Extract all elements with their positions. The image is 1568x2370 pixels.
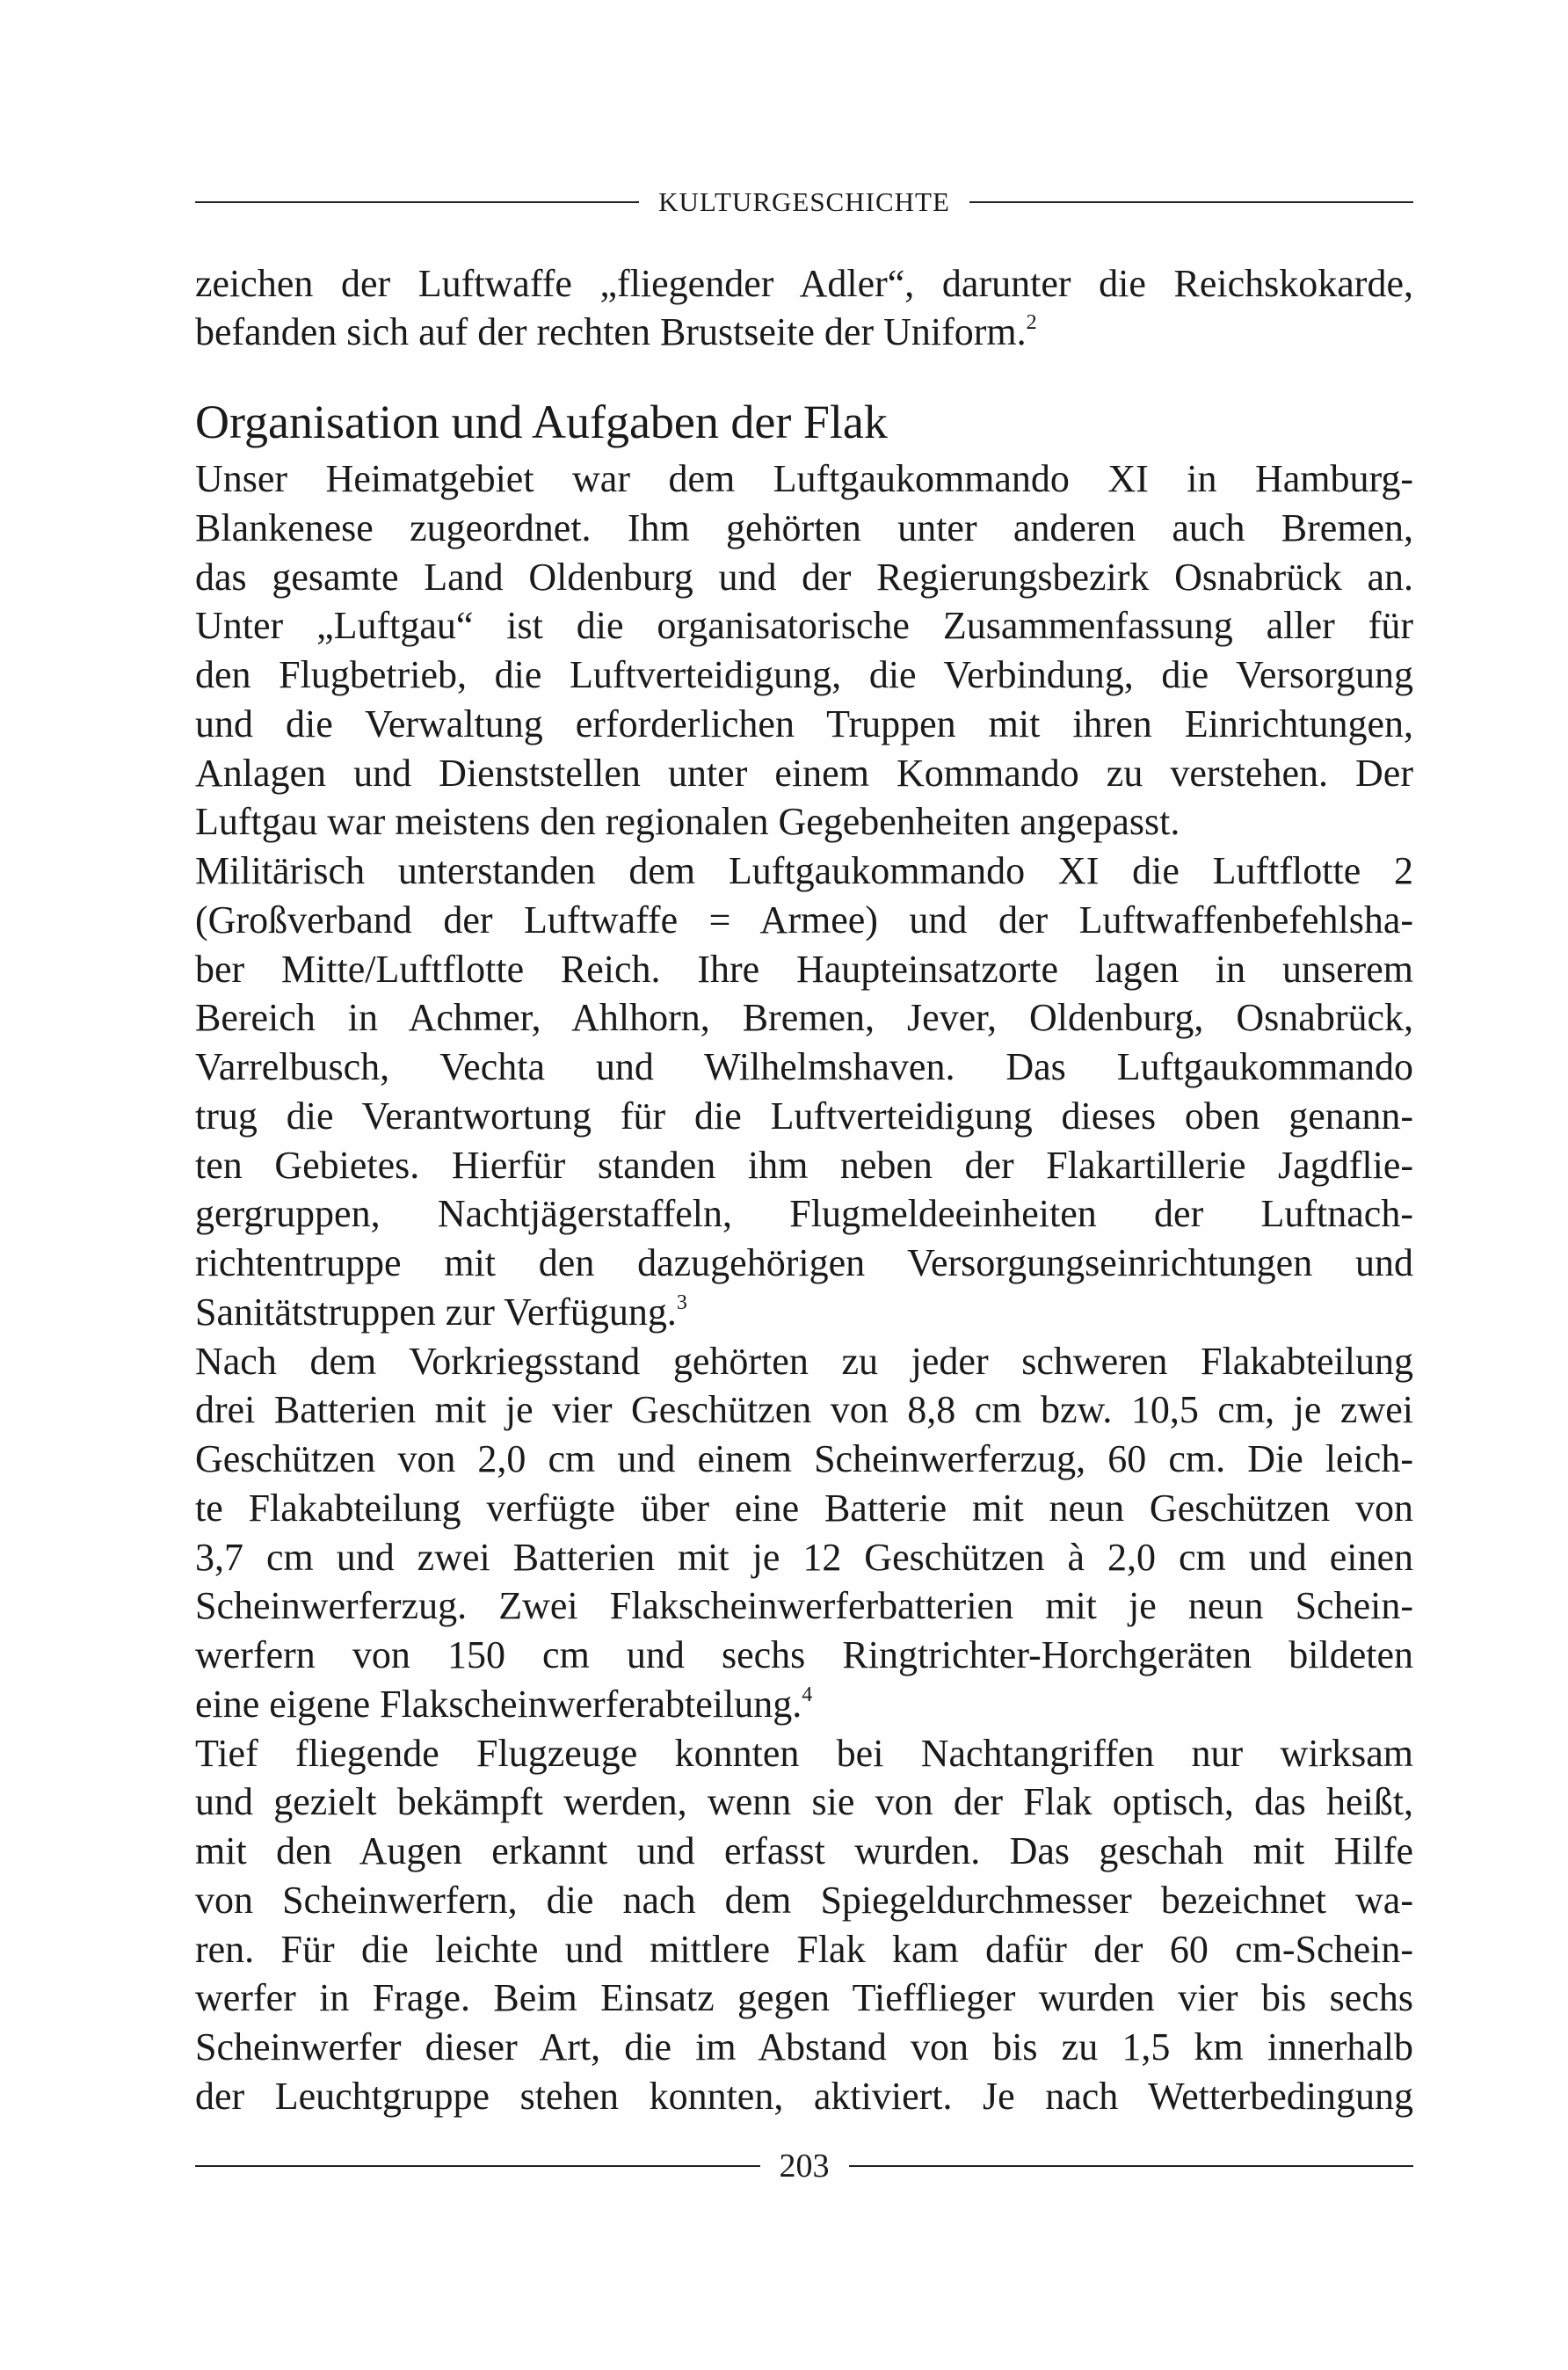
line-text: zeichen der Luftwaffe „fliegender Adler“, darunter die Reichskokarde, — [195, 262, 1413, 305]
line-text: Blankenese zugeordnet. Ihm gehörten unter anderen auch Bremen, — [195, 505, 1413, 549]
text-line — [195, 1533, 1413, 1582]
paragraph — [195, 1729, 1413, 2121]
text-line — [195, 896, 1413, 945]
text-line — [195, 1043, 1413, 1092]
paragraph — [195, 847, 1413, 1337]
body-text — [195, 454, 1413, 2121]
text-line — [195, 1631, 1413, 1680]
paragraph — [195, 1337, 1413, 1729]
page-number: 203 — [779, 2148, 830, 2185]
text-line — [195, 1778, 1413, 1827]
line-text: richtentruppe mit den dazugehörigen Versorgungseinrichtungen und — [195, 1241, 1413, 1284]
line-text: Unser Heimatgebiet war dem Luftgaukommando XI in Hamburg- — [195, 457, 1413, 500]
line-text: eine eigene Flakscheinwerferabteilung. — [195, 1682, 802, 1726]
header-rule-right — [969, 201, 1413, 203]
line-text: Militärisch unterstanden dem Luftgaukommando XI die Luftflotte 2 — [195, 849, 1413, 892]
line-text: ren. Für die leichte und mittlere Flak kam dafür der 60 cm-Schein- — [195, 1927, 1413, 1971]
line-text: und gezielt bekämpft werden, wenn sie von der Flak optisch, das heißt, — [195, 1780, 1413, 1824]
text-line — [195, 1141, 1413, 1190]
text-line — [195, 601, 1413, 651]
text-line — [195, 1729, 1413, 1778]
footer-rule-right — [849, 2165, 1414, 2167]
text-line — [195, 1581, 1413, 1631]
line-text: drei Batterien mit je vier Geschützen von 8,8 cm bzw. 10,5 cm, je zwei — [195, 1388, 1413, 1432]
line-text: Bereich in Achmer, Ahlhorn, Bremen, Jever, Oldenburg, Osnabrück, — [195, 996, 1413, 1040]
line-text: mit den Augen erkannt und erfasst wurden. Das geschah mit Hilfe — [195, 1829, 1413, 1872]
line-text: (Großverband der Luftwaffe = Armee) und der Luftwaffenbefehlsha- — [195, 898, 1413, 941]
running-footer — [195, 2147, 1413, 2185]
line-text: werfer in Frage. Beim Einsatz gegen Tiefflieger wurden vier bis sechs — [195, 1976, 1413, 2020]
text-line — [195, 1092, 1413, 1141]
text-line — [195, 1435, 1413, 1484]
line-text: ber Mitte/Luftflotte Reich. Ihre Haupteinsatzorte lagen in unserem — [195, 947, 1413, 991]
text-line — [195, 1827, 1413, 1876]
line-text: Scheinwerferzug. Zwei Flakscheinwerferbatterien mit je neun Schein- — [195, 1584, 1413, 1628]
text-line — [195, 308, 1413, 356]
text-line — [195, 1337, 1413, 1386]
line-text: ten Gebietes. Hierfür standen ihm neben der Flakartillerie Jagdflie- — [195, 1143, 1413, 1187]
line-text: Tief fliegende Flugzeuge konnten bei Nachtangriffen nur wirksam — [195, 1731, 1413, 1775]
text-line — [195, 1385, 1413, 1435]
running-header — [195, 186, 1413, 218]
text-line — [195, 1239, 1413, 1288]
text-line — [195, 454, 1413, 504]
footnote-marker: 2 — [1026, 311, 1037, 334]
text-line — [195, 797, 1413, 847]
text-line — [195, 1974, 1413, 2023]
text-line — [195, 1189, 1413, 1239]
line-text: und die Verwaltung erforderlichen Truppen mit ihren Einrichtungen, — [195, 702, 1413, 745]
line-text: Nach dem Vorkriegsstand gehörten zu jeder schweren Flakabteilung — [195, 1339, 1413, 1383]
text-line — [195, 847, 1413, 896]
text-line — [195, 651, 1413, 700]
line-text: Geschützen von 2,0 cm und einem Scheinwerferzug, 60 cm. Die leich- — [195, 1437, 1413, 1480]
line-text: Unter „Luftgau“ ist die organisatorische Zusammenfassung aller für — [195, 604, 1413, 648]
section-heading: Organisation und Aufgaben der Flak — [195, 396, 888, 448]
header-rule-left — [195, 201, 639, 203]
footnote-marker: 4 — [802, 1683, 813, 1706]
text-line — [195, 700, 1413, 749]
text-line — [195, 2023, 1413, 2072]
footer-rule-left — [195, 2165, 760, 2167]
line-text: Anlagen und Dienststellen unter einem Kommando zu verstehen. Der — [195, 751, 1413, 795]
line-text: gergruppen, Nachtjägerstaffeln, Flugmeldeeinheiten der Luftnach- — [195, 1192, 1413, 1236]
intro-paragraph — [195, 259, 1413, 356]
line-text: te Flakabteilung verfügte über eine Batterie mit neun Geschützen von — [195, 1486, 1413, 1530]
text-line — [195, 993, 1413, 1043]
line-text: Varrelbusch, Vechta und Wilhelmshaven. Das Luftgaukommando — [195, 1045, 1413, 1088]
line-text: Luftgau war meistens den regionalen Gegebenheiten angepasst. — [195, 800, 1180, 844]
line-text: 3,7 cm und zwei Batterien mit je 12 Geschützen à 2,0 cm und einen — [195, 1535, 1413, 1579]
line-text: von Scheinwerfern, die nach dem Spiegeldurchmesser bezeichnet wa- — [195, 1878, 1413, 1922]
line-text: befanden sich auf der rechten Brustseite der Uniform. — [195, 310, 1027, 353]
text-line — [195, 1288, 1413, 1337]
text-line — [195, 945, 1413, 994]
line-text: Sanitätstruppen zur Verfügung. — [195, 1290, 677, 1334]
text-line — [195, 553, 1413, 602]
text-line — [195, 259, 1413, 308]
footnote-marker: 3 — [676, 1290, 687, 1314]
text-line — [195, 1680, 1413, 1729]
section-title: KULTURGESCHICHTE — [658, 186, 950, 217]
text-line — [195, 504, 1413, 553]
paragraph — [195, 454, 1413, 847]
text-line — [195, 1484, 1413, 1533]
text-line — [195, 749, 1413, 798]
line-text: werfern von 150 cm und sechs Ringtrichter-Horchgeräten bildeten — [195, 1633, 1413, 1676]
line-text: das gesamte Land Oldenburg und der Regierungsbezirk Osnabrück an. — [195, 555, 1413, 599]
line-text: trug die Verantwortung für die Luftverteidigung dieses oben genann- — [195, 1094, 1413, 1138]
text-line — [195, 1876, 1413, 1925]
text-line — [195, 2072, 1413, 2121]
line-text: den Flugbetrieb, die Luftverteidigung, die Verbindung, die Versorgung — [195, 653, 1413, 696]
line-text: der Leuchtgruppe stehen konnten, aktiviert. Je nach Wetterbedingung — [195, 2074, 1413, 2118]
text-line — [195, 1925, 1413, 1974]
line-text: Scheinwerfer dieser Art, die im Abstand von bis zu 1,5 km innerhalb — [195, 2025, 1413, 2068]
